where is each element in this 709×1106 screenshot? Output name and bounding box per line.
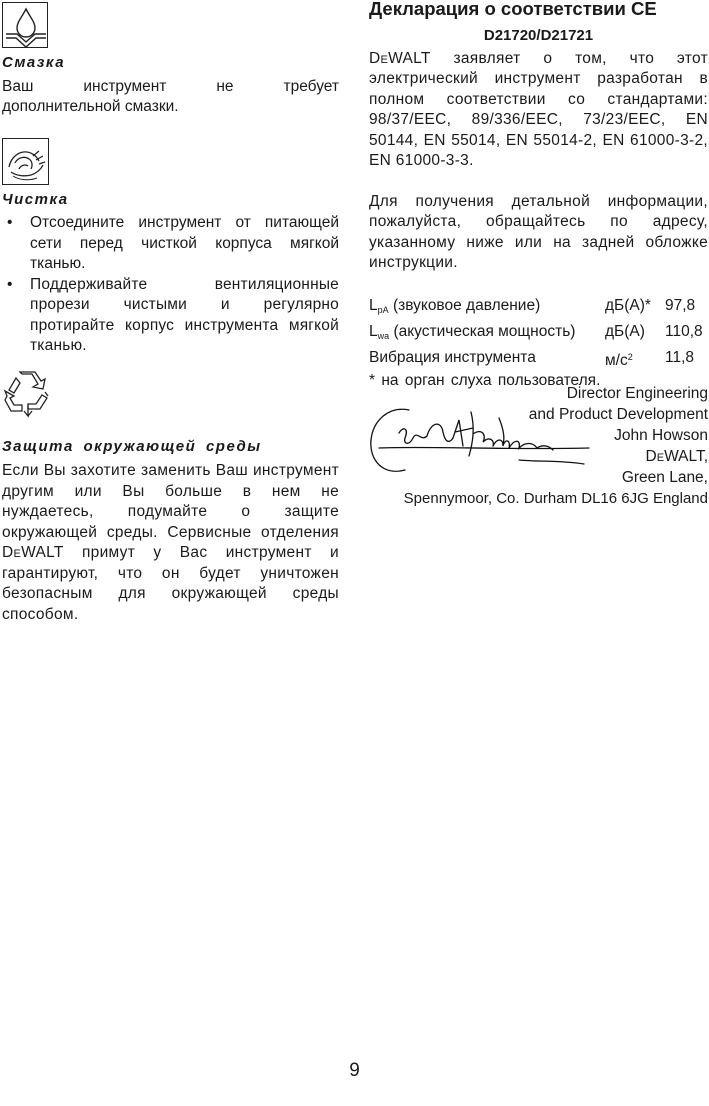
specs-table [369,295,708,371]
brand-name: DeWALT [369,49,431,67]
list-item: • Поддерживайте вентиляционные прорези чистыми и регулярно протирайте корпус инструмента мягкой тканью. [2,275,339,357]
recycle-icon [2,369,52,419]
lubrication-text-line: Ваш инструмент не требует [2,77,339,95]
hand-wipe-icon [2,138,49,185]
spec-value: 11,8 [665,348,695,366]
oil-drop-icon [2,2,48,48]
list-item: • Отсоедините инструмент от питающей сети перед чисткой корпуса мягкой тканью. [2,213,339,275]
table-row [369,295,708,321]
signatory-block [369,383,708,509]
company-name: DeWALT, [645,448,708,465]
lubrication-text-line2: дополнительной смазки. [2,98,179,115]
environment-text-b: примут у Вас инструмент и гарантируют, что он будет уничтожен безопасным для окружающей среды способом. [2,544,339,623]
spec-label: $L_{wa}$ (акустическая мощность) [369,322,576,341]
environment-text [2,461,339,625]
signatory-name: John Howson [614,427,708,444]
spec-value: 110,8 [665,322,703,340]
spec-label: $L_{pA}$ (звуковое давление) [369,296,541,315]
spec-unit: дБ(А) [605,322,645,340]
spec-value: 97,8 [665,296,696,314]
info-text: Для получения детальной информации, пожалуйста, обращайтесь по адресу, указанному ниже или на задней обложке инструкции. [369,192,708,271]
model-number: D21720/D21721 [483,27,594,44]
declaration-text [369,49,708,172]
signatory-title: Director Engineering [566,385,708,402]
address-street: Green Lane, [621,469,708,486]
lubrication-title: Смазка [2,54,66,71]
spec-unit: дБ(А)* [605,296,651,314]
footnote: * на орган слуха пользователя. [369,371,601,389]
brand-name: DeWALT [2,544,64,561]
spec-label: Вибрация инструмента [369,348,536,366]
table-row [369,321,708,347]
left-column [2,0,339,625]
environment-title: Защита окружающей среды [2,437,262,455]
spec-unit: $м/с^2$ [605,351,633,369]
table-row [369,347,708,371]
environment-text-a: Если Вы захотите заменить Ваш инструмент другим или Вы больше в нем не нуждаетесь, подумайте о защите окружающей среды. Сервисные отделения [2,462,339,541]
signatory-title-2: and Product Development [528,406,708,423]
declaration-body: заявляет о том, что этот электрический инструмент разработан в полном соответствии со стандартами: 98/37/EEC, 89/336/EEC, 73/23/EEC, EN 50144, EN 55014, EN 55014-2, EN 61000-3-2, EN 61000-3-3. [369,49,708,169]
right-column [369,0,708,507]
page-number: 9 [349,1060,360,1081]
cleaning-list [2,213,339,357]
address-city: Spennymoor, Co. Durham DL16 6JG England [403,490,708,507]
declaration-title: Декларация о соответствии CE [369,0,657,19]
cleaning-title: Чистка [2,190,69,208]
